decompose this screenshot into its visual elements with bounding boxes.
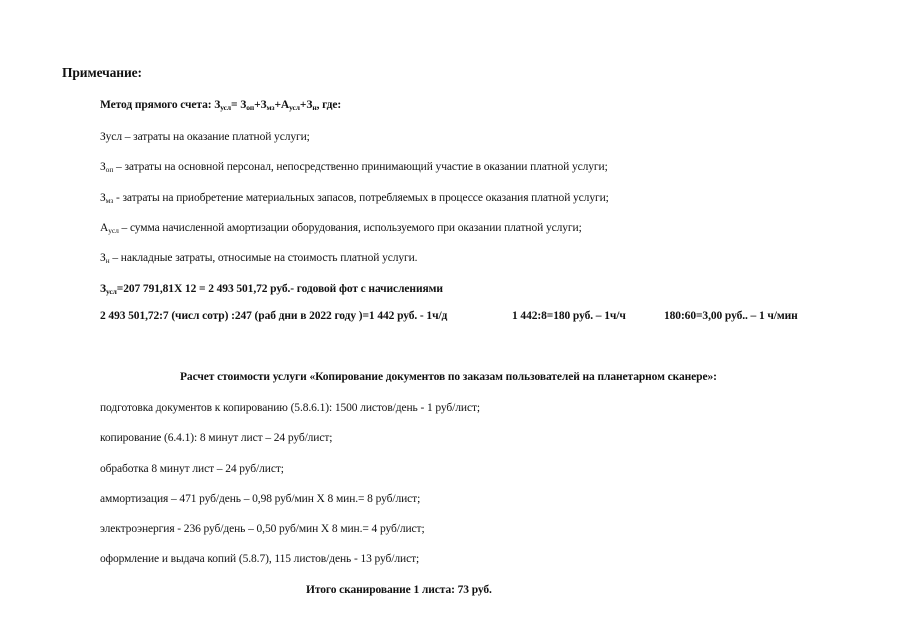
rate-calc-minute: 180:60=3,00 руб.. – 1 ч/мин (664, 310, 798, 322)
definition-zn: $З_н$ – накладные затраты, относимые на стоимость платной услуги. (100, 252, 418, 265)
definition-zmz: $З_{мз}$ - затраты на приобретение материальных запасов, потребляемых в процессе оказания платной услуги; (100, 192, 609, 205)
definition-ausl: $А_{усл}$ – сумма начисленной амортизации оборудования, используемого при оказании платной услуги; (100, 222, 582, 235)
service-item: копирование (6.4.1): 8 минут лист – 24 руб/лист; (100, 432, 333, 444)
method-formula: Метод прямого счета: $З_{усл}= З_{оп}+З_{мз}+А_{усл}+З_н$, где: (100, 99, 342, 112)
definition-zop: $З_{оп}$ – затраты на основной персонал, непосредственно принимающий участие в оказании платной услуги; (100, 161, 608, 174)
service-item: оформление и выдача копий (5.8.7), 115 листов/день - 13 руб/лист; (100, 553, 420, 565)
service-item: подготовка документов к копированию (5.8.6.1): 1500 листов/день - 1 руб/лист; (100, 402, 480, 414)
rate-calc-day: 2 493 501,72:7 (числ сотр) :247 (раб дни в 2022 году )=1 442 руб. - 1ч/д (100, 310, 448, 322)
rate-calc-hour: 1 442:8=180 руб. – 1ч/ч (512, 310, 626, 322)
service-item: обработка 8 минут лист – 24 руб/лист; (100, 463, 284, 475)
annual-payroll-calc: $З_{усл}=207$ 791,81Х 12 = 2 493 501,72 руб.- годовой фот с начислениями (100, 283, 443, 296)
service-item: электроэнергия - 236 руб/день – 0,50 руб/мин Х 8 мин.= 4 руб/лист; (100, 523, 425, 535)
service-total: Итого сканирование 1 листа: 73 руб. (306, 584, 492, 596)
note-heading: Примечание: (62, 65, 142, 80)
definition-zusl: Зусл – затраты на оказание платной услуги; (100, 131, 310, 143)
service-item: аммортизация – 471 руб/день – 0,98 руб/мин Х 8 мин.= 8 руб/лист; (100, 493, 421, 505)
service-title: Расчет стоимости услуги «Копирование документов по заказам пользователей на планетарном сканере»: (180, 371, 717, 383)
